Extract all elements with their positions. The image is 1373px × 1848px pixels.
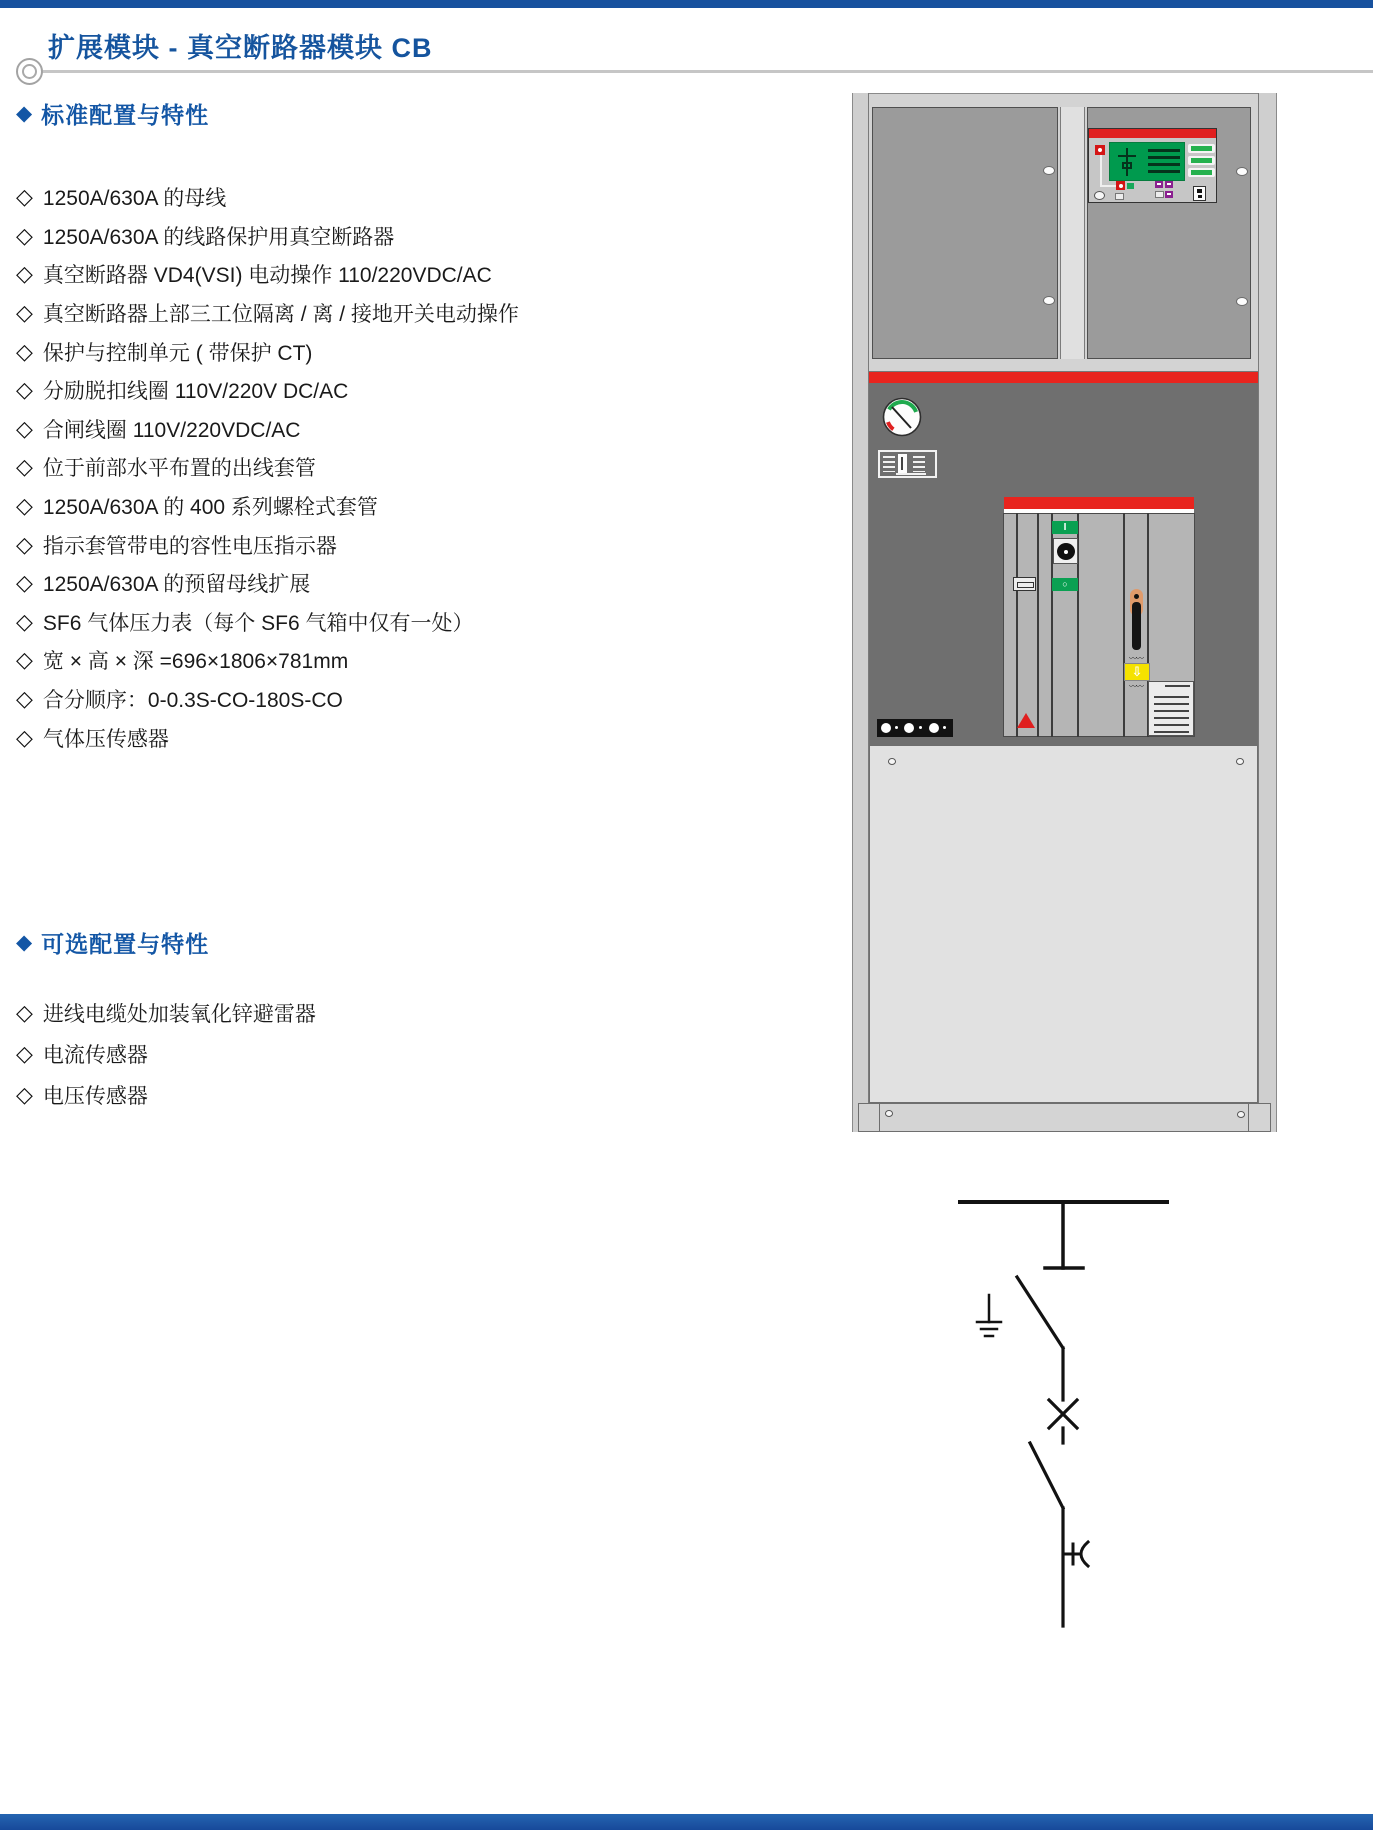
section-heading-standard (16, 97, 209, 130)
feature-item (16, 1074, 316, 1115)
optional-feature-list (16, 992, 316, 1115)
squiggle-mark: 〰〰 (1129, 682, 1143, 691)
open-position-label: ○ (1052, 578, 1078, 591)
diamond-outline-icon: ◇ (16, 1040, 33, 1066)
diamond-outline-icon: ◇ (16, 608, 33, 634)
feature-text: 电压传感器 (42, 1084, 148, 1108)
yellow-arrow-label: ⇩ (1124, 663, 1150, 681)
feature-text: 宽 × 高 × 深 =696×1806×781mm (42, 650, 349, 674)
door-screw (1043, 166, 1055, 175)
ring-ornament-icon (16, 58, 43, 85)
operating-lever-bar (1132, 602, 1141, 650)
feature-text: 合闸线圈 110V/220VDC/AC (42, 418, 301, 442)
diamond-filled-icon: ◆ (16, 931, 33, 954)
feature-item (16, 294, 519, 333)
diamond-outline-icon: ◇ (16, 1081, 33, 1107)
single-line-diagram (930, 1180, 1170, 1640)
relay-round-button (1094, 191, 1105, 200)
plinth-screw (885, 1110, 893, 1117)
protection-relay-unit (1088, 128, 1217, 203)
feature-item (16, 992, 316, 1033)
relay-mini-green-led (1127, 183, 1134, 189)
feature-item (16, 1033, 316, 1074)
vent-panel (1148, 681, 1194, 736)
diamond-outline-icon: ◇ (16, 999, 33, 1025)
cabinet-bottom-panel (869, 745, 1258, 1103)
relay-red-stripe (1089, 129, 1216, 138)
sf6-pressure-gauge (882, 397, 922, 437)
cabinet-red-stripe (869, 372, 1258, 383)
feature-item (16, 332, 519, 371)
diamond-outline-icon: ◇ (16, 493, 33, 519)
title-divider-line (42, 70, 1373, 73)
relay-red-button (1095, 145, 1105, 155)
relay-mimic-display (1109, 142, 1185, 181)
feature-item (16, 255, 519, 294)
interlock-slot (1013, 577, 1036, 591)
feature-item (16, 217, 519, 256)
diamond-outline-icon: ◇ (16, 377, 33, 403)
diamond-outline-icon: ◇ (16, 647, 33, 673)
close-position-label: I (1052, 521, 1078, 534)
breaker-operating-module (1003, 497, 1195, 737)
relay-white-button (1115, 193, 1124, 200)
panel-screw (888, 758, 896, 765)
diamond-outline-icon: ◇ (16, 300, 33, 326)
feature-item (16, 564, 519, 603)
operating-knob (1053, 538, 1078, 564)
diamond-outline-icon: ◇ (16, 686, 33, 712)
top-accent-bar (0, 0, 1373, 8)
section-title: 可选配置与特性 (41, 931, 210, 957)
feature-text: 真空断路器上部三工位隔离 / 离 / 接地开关电动操作 (42, 303, 519, 327)
feature-text: 1250A/630A 的母线 (42, 187, 227, 211)
feature-item (16, 178, 519, 217)
door-screw (1043, 296, 1055, 305)
relay-purple-button (1155, 181, 1163, 188)
feature-text: 1250A/630A 的 400 系列螺栓式套管 (42, 496, 378, 520)
panel-screw (1236, 758, 1244, 765)
diamond-outline-icon: ◇ (16, 531, 33, 557)
feature-item (16, 487, 519, 526)
page-title: 扩展模块 - 真空断路器模块 CB (48, 33, 433, 63)
feature-text: 保护与控制单元 ( 带保护 CT) (42, 341, 313, 365)
section-heading-optional (16, 926, 209, 959)
footer-accent-bar (0, 1814, 1373, 1830)
top-box-hinge-strip (1060, 107, 1085, 359)
feature-item (16, 525, 519, 564)
three-position-switch-blade (1017, 1277, 1063, 1348)
indicator-strip (877, 719, 953, 737)
cabinet-plinth (858, 1103, 1271, 1132)
door-screw (1236, 167, 1248, 176)
feature-item (16, 641, 519, 680)
disconnector-blade (1030, 1443, 1063, 1508)
feature-text: 合分顺序：0-0.3S-CO-180S-CO (42, 689, 343, 713)
cabinet-left-frame (852, 93, 869, 1132)
relay-purple-button (1165, 181, 1173, 188)
diamond-outline-icon: ◇ (16, 454, 33, 480)
standard-feature-list (16, 178, 519, 757)
feature-text: 1250A/630A 的预留母线扩展 (42, 573, 311, 597)
feature-item (16, 371, 519, 410)
diamond-outline-icon: ◇ (16, 724, 33, 750)
feature-text: 电流传感器 (42, 1043, 148, 1067)
feature-text: 进线电缆处加装氧化锌避雷器 (42, 1002, 316, 1026)
section-title: 标准配置与特性 (41, 102, 210, 128)
feature-text: 真空断路器 VD4(VSI) 电动操作 110/220VDC/AC (42, 264, 492, 288)
diamond-outline-icon: ◇ (16, 184, 33, 210)
plinth-screw (1237, 1111, 1245, 1118)
top-box-left-door (872, 107, 1058, 359)
relay-port (1193, 186, 1206, 201)
feature-text: 分励脱扣线圈 110V/220V DC/AC (42, 380, 349, 404)
feature-item (16, 680, 519, 719)
gas-tank-nameplate (878, 450, 937, 478)
diamond-filled-icon: ◆ (16, 102, 33, 125)
door-screw (1236, 297, 1248, 306)
feature-text: 指示套管带电的容性电压指示器 (42, 534, 337, 558)
diamond-outline-icon: ◇ (16, 222, 33, 248)
feature-item (16, 718, 519, 757)
cabinet-right-frame (1258, 93, 1277, 1132)
feature-text: SF6 气体压力表（每个 SF6 气箱中仅有一处） (42, 611, 474, 635)
feature-item (16, 603, 519, 642)
feature-item (16, 410, 519, 449)
feature-text: 位于前部水平布置的出线套管 (42, 457, 316, 481)
relay-led-bars (1188, 144, 1215, 178)
relay-purple-button (1165, 191, 1173, 198)
module-red-stripe (1004, 497, 1194, 509)
relay-mini-red-button (1116, 181, 1125, 190)
feature-text: 气体压传感器 (42, 727, 169, 751)
diamond-outline-icon: ◇ (16, 415, 33, 441)
warning-triangle-icon (1017, 713, 1035, 728)
relay-white-button (1155, 191, 1164, 198)
switchgear-cabinet-image (852, 93, 1277, 1132)
feature-text: 1250A/630A 的线路保护用真空断路器 (42, 225, 395, 249)
feature-item (16, 448, 519, 487)
diamond-outline-icon: ◇ (16, 338, 33, 364)
diamond-outline-icon: ◇ (16, 570, 33, 596)
squiggle-mark: 〰〰 (1129, 654, 1143, 663)
diamond-outline-icon: ◇ (16, 261, 33, 287)
